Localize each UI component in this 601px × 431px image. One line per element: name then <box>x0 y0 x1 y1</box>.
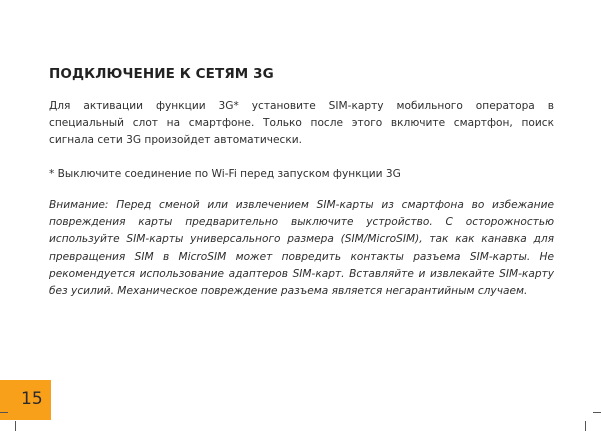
crop-mark-right-vertical <box>585 421 586 431</box>
warning-paragraph: Внимание: Перед сменой или извлечением SIM-карты из смартфона во избежание повреждения карты предварительно выключите устройство. С осторожностью используйте SIM-карты универсального размера (SIM/MicroSIM), так как канавка для превращения SIM в MicroSIM может повредить контакты разъема SIM-карты. Не рекомендуется использование адаптеров SIM-карт. Вставляйте и извлекайте SIM-карту без усилий. Механическое повреждение разъема является негарантийным случаем. <box>49 199 554 298</box>
crop-mark-right-horizontal <box>593 412 601 413</box>
section-heading: ПОДКЛЮЧЕНИЕ К СЕТЯМ 3G <box>49 66 274 82</box>
instructions-paragraph: Для активации функции 3G* установите SIM-карту мобильного оператора в специальный слот на смартфоне. Только после этого включите смартфон, поиск сигнала сети 3G произойдет автоматически. <box>49 100 554 147</box>
page-number: 15 <box>21 389 43 409</box>
page-number-badge <box>0 380 51 420</box>
crop-mark-left-horizontal <box>0 412 8 413</box>
crop-mark-left-vertical <box>15 421 16 431</box>
footnote: * Выключите соединение по Wi-Fi перед запуском функции 3G <box>49 168 401 180</box>
